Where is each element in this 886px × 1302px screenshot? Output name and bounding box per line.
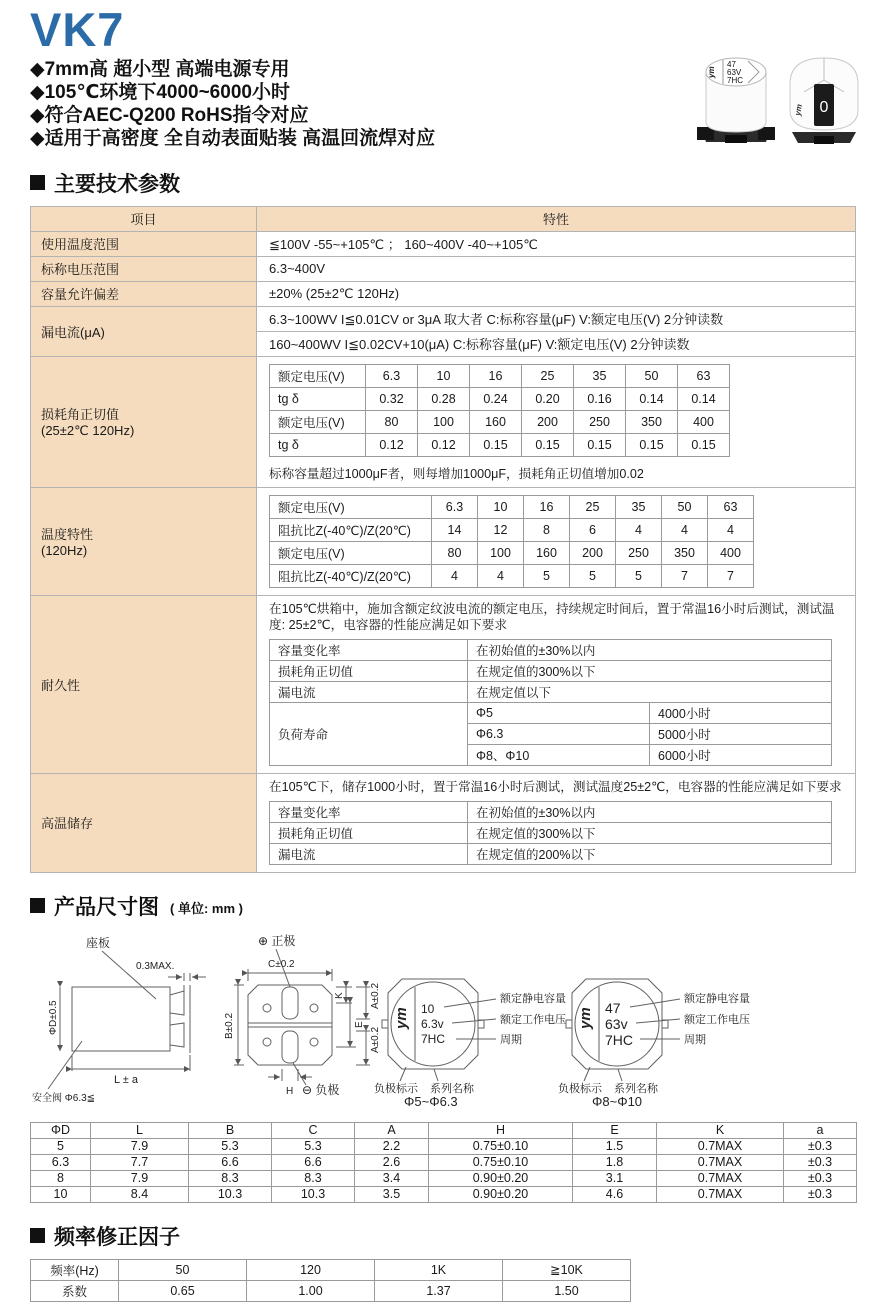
section-heading-params <box>30 168 856 198</box>
cell: 200 <box>570 541 616 564</box>
dimension-diagram-svg <box>30 929 856 1107</box>
cell: 在规定值的300%以下 <box>468 822 832 843</box>
value-tolerance: ±20% (25±2℃ 120Hz) <box>257 281 856 306</box>
cell: 5 <box>570 564 616 587</box>
header-item: 项目 <box>31 206 257 231</box>
safety-valve-label: 安全阀 Φ6.3≦ <box>32 1092 96 1104</box>
value-leakage-2: 160~400WV I≦0.02CV+10(μA) C:标称容量(μF) V:额定电压(V) 2分钟读数 <box>257 331 856 356</box>
value-leakage-1: 6.3~100WV I≦0.01CV or 3μA 取大者 C:标称容量(μF) V:额定电压(V) 2分钟读数 <box>257 306 856 331</box>
cell: 7 <box>662 564 708 587</box>
label-tan-delta <box>31 356 257 487</box>
cell: 100 <box>418 410 470 433</box>
cell: 160 <box>470 410 522 433</box>
cell: 5.3 <box>272 1138 355 1154</box>
table-row <box>31 1280 631 1301</box>
cell: 5.3 <box>189 1138 272 1154</box>
cell: 10 <box>418 364 470 387</box>
series-name-label: 系列名称 <box>614 1082 658 1095</box>
cell: 7.9 <box>91 1170 189 1186</box>
cell: 0.15 <box>574 433 626 456</box>
cell: 16 <box>524 495 570 518</box>
dimension-diagrams <box>30 929 856 1112</box>
cell: 损耗角正切值 <box>270 660 468 681</box>
label-tolerance: 容量允许偏差 <box>31 281 257 306</box>
cell: 0.7MAX <box>657 1154 784 1170</box>
storage-intro: 在105℃下，储存1000小时，置于常温16小时后测试，测试温度25±2℃，电容器的性能应满足如下要求 <box>269 779 842 794</box>
positive-terminal-label: ⊕ 正极 <box>258 933 296 948</box>
table-row <box>31 1259 631 1280</box>
label-durability: 耐久性 <box>31 595 257 773</box>
cell: ΦD <box>31 1122 91 1138</box>
table-row <box>31 281 856 306</box>
cell: tg δ <box>270 433 366 456</box>
cell: Φ6.3 <box>468 723 650 744</box>
cell: 4 <box>478 564 524 587</box>
tan-delta-cell <box>257 356 856 487</box>
brand-logo: ym <box>577 1007 594 1029</box>
section-heading-frequency <box>30 1221 856 1251</box>
cell: 3.5 <box>355 1186 429 1202</box>
cell: 7.7 <box>91 1154 189 1170</box>
label-load-life: 负荷寿命 <box>270 702 468 765</box>
seat-plate-label: 座板 <box>86 935 111 950</box>
side-view-diagram <box>48 951 206 1089</box>
rated-capacitance-label: 额定静电容量 <box>500 992 566 1005</box>
cell: 0.90±0.20 <box>429 1170 573 1186</box>
marking-voltage: 6.3v <box>421 1016 444 1031</box>
feature-item: ◆适用于高密度 全自动表面贴装 高温回流焊对应 <box>30 127 436 149</box>
cell: 0.28 <box>418 387 470 410</box>
cell: 10.3 <box>272 1186 355 1202</box>
unit-note: ( 单位: mm ) <box>170 901 243 917</box>
durability-cell <box>257 595 856 773</box>
cell: 63 <box>678 364 730 387</box>
section-title: 频率修正因子 <box>54 1225 180 1249</box>
label-storage: 高温储存 <box>31 773 257 872</box>
cell: 3.4 <box>355 1170 429 1186</box>
cell: 4 <box>616 518 662 541</box>
marking-capacitance: 10 <box>421 1001 435 1016</box>
cell: 0.12 <box>418 433 470 456</box>
cell: 漏电流 <box>270 681 468 702</box>
cell: 0.65 <box>119 1280 247 1301</box>
main-params-table <box>30 206 856 873</box>
cell: 损耗角正切值 <box>270 822 468 843</box>
table-row <box>31 1138 857 1154</box>
cell: 6.3 <box>432 495 478 518</box>
section-title: 产品尺寸图 <box>54 895 159 919</box>
negative-mark-label: 负极标示 <box>558 1082 602 1095</box>
cap2-polarity-window: 0 <box>819 99 829 116</box>
cell: tg δ <box>270 387 366 410</box>
cell: 400 <box>678 410 730 433</box>
negative-mark-label: 负极标示 <box>374 1082 418 1095</box>
cell: 阻抗比Z(-40℃)/Z(20℃) <box>270 518 432 541</box>
dim-e-label: E <box>354 1021 365 1028</box>
cap1-capacitance: 47 <box>727 60 736 69</box>
cell: ±0.3 <box>784 1138 857 1154</box>
cell: H <box>429 1122 573 1138</box>
caption-small-sizes: Φ5~Φ6.3 <box>404 1093 458 1109</box>
cell: 1.5 <box>573 1138 657 1154</box>
capacitor-photo-top-view <box>696 50 776 146</box>
cell: 6.3 <box>31 1154 91 1170</box>
feature-item: ◆7mm高 超小型 高端电源专用 <box>30 58 290 80</box>
dim-a1-label: A±0.2 <box>370 982 381 1009</box>
brand-logo: ym <box>707 66 716 78</box>
cell: 6.6 <box>189 1154 272 1170</box>
brand-logo: ym <box>793 103 804 117</box>
table-row <box>270 564 754 587</box>
table-row <box>270 681 832 702</box>
cell: 频率(Hz) <box>31 1259 119 1280</box>
cell: 4000小时 <box>650 702 832 723</box>
cell: 0.20 <box>522 387 574 410</box>
cell: 50 <box>119 1259 247 1280</box>
cell: 0.7MAX <box>657 1186 784 1202</box>
label-subline: (120Hz) <box>41 543 88 559</box>
cell: 6 <box>570 518 616 541</box>
marking-capacitance: 47 <box>605 999 621 1016</box>
cell: 100 <box>478 541 524 564</box>
cell: A <box>355 1122 429 1138</box>
table-row <box>270 822 832 843</box>
rated-capacitance-label: 额定静电容量 <box>684 992 750 1005</box>
cell: 4 <box>432 564 478 587</box>
section-heading-dimensions <box>30 891 856 921</box>
cell: 4 <box>708 518 754 541</box>
cap1-series: 7HC <box>727 76 744 85</box>
length-label: L ± a <box>114 1073 138 1086</box>
storage-table <box>269 801 832 865</box>
cell: ≧10K <box>503 1259 631 1280</box>
square-bullet-icon <box>30 898 45 913</box>
rated-voltage-label: 额定工作电压 <box>684 1013 750 1026</box>
square-bullet-icon <box>30 175 45 190</box>
page-title: VK7 <box>30 3 125 56</box>
top-view-small-diagram <box>374 979 566 1109</box>
cell: 10 <box>31 1186 91 1202</box>
dim-c-label: C±0.2 <box>268 958 295 970</box>
table-row <box>270 541 754 564</box>
cell: 在初始值的±30%以内 <box>468 801 832 822</box>
cell: 0.32 <box>366 387 418 410</box>
table-row <box>31 306 856 331</box>
cell: 8 <box>524 518 570 541</box>
cell: 8.3 <box>189 1170 272 1186</box>
cell: 0.14 <box>626 387 678 410</box>
cell: 0.24 <box>470 387 522 410</box>
cell: 25 <box>570 495 616 518</box>
cell: 额定电压(V) <box>270 364 366 387</box>
brand-logo: ym <box>393 1007 410 1029</box>
cell: 额定电压(V) <box>270 541 432 564</box>
label-leakage: 漏电流(μA) <box>31 306 257 356</box>
cell: 3.1 <box>573 1170 657 1186</box>
cell: 系数 <box>31 1280 119 1301</box>
tan-delta-table <box>269 364 730 457</box>
table-row <box>270 639 832 660</box>
cell: 1.8 <box>573 1154 657 1170</box>
section-title: 主要技术参数 <box>54 172 180 196</box>
table-row <box>270 660 832 681</box>
cell: 35 <box>574 364 626 387</box>
dim-a2-label: A±0.2 <box>370 1026 381 1053</box>
cell: B <box>189 1122 272 1138</box>
cell: 14 <box>432 518 478 541</box>
cell: 400 <box>708 541 754 564</box>
cell: 6.6 <box>272 1154 355 1170</box>
cell: 80 <box>432 541 478 564</box>
bottom-view-diagram <box>234 949 370 1085</box>
table-header-row <box>31 206 856 231</box>
caption-large-sizes: Φ8~Φ10 <box>592 1093 643 1109</box>
cell: 0.15 <box>470 433 522 456</box>
cell: 0.7MAX <box>657 1138 784 1154</box>
period-label: 周期 <box>500 1033 522 1046</box>
temp-characteristic-cell <box>257 487 856 595</box>
storage-cell <box>257 773 856 872</box>
table-row <box>31 256 856 281</box>
cell: 0.15 <box>678 433 730 456</box>
cell: 在规定值以下 <box>468 681 832 702</box>
table-row <box>31 1170 857 1186</box>
cap1-voltage: 63V <box>727 68 742 77</box>
cell: 250 <box>616 541 662 564</box>
tan-delta-note: 标称容量超过1000μF者，则每增加1000μF，损耗角正切值增加0.02 <box>269 466 644 481</box>
cell: 0.12 <box>366 433 418 456</box>
table-row-storage <box>31 773 856 872</box>
frequency-factor-table <box>30 1259 631 1302</box>
dim-k-label: K <box>334 992 345 999</box>
cell: 120 <box>247 1259 375 1280</box>
cell: 5000小时 <box>650 723 832 744</box>
dim-h-label: H <box>286 1085 294 1097</box>
marking-voltage: 63v <box>605 1015 628 1032</box>
cell: 50 <box>662 495 708 518</box>
product-photos <box>696 50 864 146</box>
cell: 0.16 <box>574 387 626 410</box>
cell: 在规定值的300%以下 <box>468 660 832 681</box>
cell: 0.90±0.20 <box>429 1186 573 1202</box>
square-bullet-icon <box>30 1228 45 1243</box>
cell: 50 <box>626 364 678 387</box>
cell: 10.3 <box>189 1186 272 1202</box>
marking-series: 7HC <box>605 1031 634 1048</box>
header-characteristic: 特性 <box>257 206 856 231</box>
cell: 16 <box>470 364 522 387</box>
table-row <box>270 518 754 541</box>
label-line: 损耗角正切值 <box>41 407 120 423</box>
dim-b-label: B±0.2 <box>224 1012 235 1039</box>
feature-item: ◆符合AEC-Q200 RoHS指令对应 <box>30 104 309 126</box>
cell: 35 <box>616 495 662 518</box>
temp-characteristic-table <box>269 495 754 588</box>
cell: 4.6 <box>573 1186 657 1202</box>
table-row <box>270 495 754 518</box>
table-row <box>31 1186 857 1202</box>
cell: E <box>573 1122 657 1138</box>
cell: ±0.3 <box>784 1154 857 1170</box>
seat-thickness-label: 0.3MAX. <box>136 960 175 972</box>
cell: 5 <box>524 564 570 587</box>
value-temp-range: ≦100V -55~+105℃ ； 160~400V -40~+105℃ <box>257 231 856 256</box>
table-row <box>270 387 730 410</box>
cell: 在初始值的±30%以内 <box>468 639 832 660</box>
diameter-label: ΦD±0.5 <box>48 1000 59 1035</box>
durability-table <box>269 639 832 766</box>
cell: ±0.3 <box>784 1170 857 1186</box>
cell: C <box>272 1122 355 1138</box>
cell: a <box>784 1122 857 1138</box>
table-row <box>270 433 730 456</box>
cell: 1K <box>375 1259 503 1280</box>
cell: 容量变化率 <box>270 639 468 660</box>
rated-voltage-label: 额定工作电压 <box>500 1013 566 1026</box>
cell: 8.3 <box>272 1170 355 1186</box>
table-row <box>31 231 856 256</box>
table-row <box>270 801 832 822</box>
series-name-label: 系列名称 <box>430 1082 474 1095</box>
cell: 容量变化率 <box>270 801 468 822</box>
label-temp-characteristic <box>31 487 257 595</box>
cell: 4 <box>662 518 708 541</box>
cell: 350 <box>662 541 708 564</box>
dimension-table <box>30 1122 857 1203</box>
cell: 在规定值的200%以下 <box>468 843 832 864</box>
table-row-tan-delta <box>31 356 856 487</box>
table-row <box>270 410 730 433</box>
cell: 63 <box>708 495 754 518</box>
cell: 25 <box>522 364 574 387</box>
cell: 10 <box>478 495 524 518</box>
cell: 额定电压(V) <box>270 495 432 518</box>
cell: 2.2 <box>355 1138 429 1154</box>
cell: Φ8、Φ10 <box>468 744 650 765</box>
cell: 8.4 <box>91 1186 189 1202</box>
table-row <box>270 364 730 387</box>
period-label: 周期 <box>684 1033 706 1046</box>
table-row-temp-characteristic <box>31 487 856 595</box>
cell: 阻抗比Z(-40℃)/Z(20℃) <box>270 564 432 587</box>
negative-terminal-label: ⊖ 负极 <box>302 1082 340 1097</box>
cell: L <box>91 1122 189 1138</box>
cell: 0.14 <box>678 387 730 410</box>
cell: 额定电压(V) <box>270 410 366 433</box>
top-view-large-diagram <box>558 979 750 1109</box>
cell: 350 <box>626 410 678 433</box>
cell: 1.50 <box>503 1280 631 1301</box>
table-row-durability <box>31 595 856 773</box>
cell: 0.15 <box>522 433 574 456</box>
cell: 250 <box>574 410 626 433</box>
table-row <box>270 702 832 723</box>
cell: 0.75±0.10 <box>429 1154 573 1170</box>
cell: 160 <box>524 541 570 564</box>
cell: 80 <box>366 410 418 433</box>
cell: 漏电流 <box>270 843 468 864</box>
cell: ±0.3 <box>784 1186 857 1202</box>
cell: K <box>657 1122 784 1138</box>
cell: 2.6 <box>355 1154 429 1170</box>
label-volt-range: 标称电压范围 <box>31 256 257 281</box>
cell: 5 <box>31 1138 91 1154</box>
durability-intro: 在105℃烘箱中，施加含额定纹波电流的额定电压，持续规定时间后，置于常温16小时后测试，测试温度: 25±2℃，电容器的性能应满足如下要求 <box>269 601 835 632</box>
cell: 0.7MAX <box>657 1170 784 1186</box>
cell: 7.9 <box>91 1138 189 1154</box>
label-temp-range: 使用温度范围 <box>31 231 257 256</box>
marking-series: 7HC <box>421 1031 446 1046</box>
cell: 0.15 <box>626 433 678 456</box>
cell: 7 <box>708 564 754 587</box>
label-line: 温度特性 <box>41 527 94 543</box>
cell: 8 <box>31 1170 91 1186</box>
cell: 12 <box>478 518 524 541</box>
table-row <box>270 843 832 864</box>
label-subline: (25±2℃ 120Hz) <box>41 423 135 439</box>
cell: 1.00 <box>247 1280 375 1301</box>
feature-item: ◆105℃环境下4000~6000小时 <box>30 81 290 103</box>
table-header-row <box>31 1122 857 1138</box>
cell: 6.3 <box>366 364 418 387</box>
cell: 200 <box>522 410 574 433</box>
table-row <box>31 1154 857 1170</box>
cell: 5 <box>616 564 662 587</box>
capacitor-photo-side-view <box>784 50 864 146</box>
value-volt-range: 6.3~400V <box>257 256 856 281</box>
cell: 0.75±0.10 <box>429 1138 573 1154</box>
cell: 1.37 <box>375 1280 503 1301</box>
cell: 6000小时 <box>650 744 832 765</box>
cell: Φ5 <box>468 702 650 723</box>
